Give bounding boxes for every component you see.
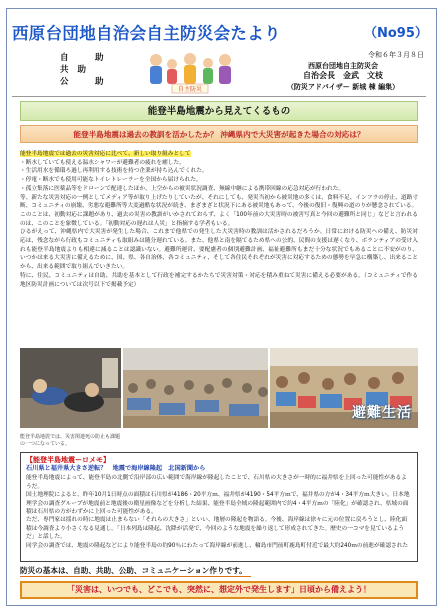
photo-overlay-caption: 避難生活 [352,405,412,421]
motto-mutual-help: 共助 [60,65,96,75]
photo-caption: 能登半島地震では、災害関連死の防止も課題の一つになっている。 [20,434,121,447]
article-headline: 能登半島地震から見えてくるもの [20,101,418,121]
photo-strip [20,348,418,428]
paragraph: ひるがえって、沖縄県内で大災害が発生した場合、これまで他県での発生した大災害時の教訓は活かされるだろうか。日常における防災への備え、防災対応は、残念ながら行政もコミュニティも取組みは随分遅れている。また、他県と南を隔てるため県への公的、民間の支援は遅くなり、ボランティアの受け入れも能登半島地震よりも相違に減ることは認識いない。避難所運営、要配慮者の個別避難計画、福祉避難所もまだ十分な状況でもあることに不安がのり、いつかは来る大災害に備えるために、国、県、各自治体、各コミュニティ、そして各住民それぞれが災害に対応するための態勢を早急に構築し、出来ることから、出来る範囲で取り組んでいきたい。 [20,229,418,271]
bullet-item: ・断水していても使える温水シャワーが避難者の疲れを癒した。 [20,159,185,166]
bullet-item: ・孤立集落に医薬品等をドローンで配達したほか、上空からの被災状況調査、無線中継による携帯回線の応急対応が行われた。 [20,185,345,192]
newsletter-title: 西原台団地自治会自主防災会たより [12,24,281,43]
issue-date: 令和６年３月８日 [368,51,424,59]
photo-evacuees-on-floor [20,348,121,428]
mascot-illustration [142,46,238,94]
basics-statement [20,566,418,577]
paragraph: このことは、初動対応に課題があり、過去の災害の教訓がいかされておらず、よく「100年前の大災害時の被害写真と今回の避難所と同じ」などと言われるのは、このことを象徴している。「初動対応の遅れは人災」と指摘する学者もいる。 [20,211,418,227]
memo-paragraph: 同学会の調査では、地震の隆起などにより能登半島の約90％にわたって海岸線が前進し、輪島市門前町鹿島町付近で最大約240ｍの前進が確認された [26,542,409,549]
memo-paragraph: 能登半島地震によって、能登半島の北側で沿岸部の広い範囲で海岸線が隆起したことで、石川県の大きさが一時的に福井県を上回った可能性があるようだ。 [26,475,407,490]
editor-credit: （防災アドバイザー 新城 棟 編集） [286,82,400,91]
memo-subtitle: 石川県と福井県大きさ逆転？ 地震で海岸線隆起 北国新聞から [26,465,206,472]
memo-paragraph: ただ、専門家は揺れの時に地震は止まらない「それらの大きさ」といい、地層の隆起を物語る。今後、海岸線は徐々に元の位置に戻ろうとし、陸化面積は今調査より小さくなる見通し。「日本列島は隆起、沈降が活発で、今回のような地震を繰り返して形成されてきた。歴史の一コマを見ているようだ」と話した。 [26,517,408,541]
memo-title: 【能登半島地震ーロメモ】 [26,456,110,464]
article-subheadline: 能登半島地震は過去の教訓を活かしたか？ 沖縄県内で大災害が起きた場合の対応は？ [20,125,418,143]
mascot-label: 自主防災 [177,86,203,93]
memo-paragraph: 国土地理院によると、昨年10月1日時点の面積は石川県が4186・20平方ｍ、福井県が4190・54平方ｍで、福井県の方が4・34平方ｍ大きい。日本地理学会の調査グループが地震前と地震後の衛星画像などを分析した結果、能登半島全域の隆起範囲内で約4・4平方ｍの「陸化」が確認され、県域の面積は石川県の方がわずかに上回った可能性がある。 [26,492,410,516]
motto-self-help: 自 助 [60,53,113,63]
header-divider [12,96,426,97]
motto-block [60,52,113,88]
paragraph: 特に、住民、コミュニティは自助、共助を基本として行政を補完するかたちで災害対策・対応を積み重ねて災害に備える必要がある。（コミュニティで作る地区防災計画については次号以下で掲載予定） [20,272,418,288]
article-body [20,150,418,289]
bullet-item: ・生活用水を循環ろ過し再利用する技術を持つ企業が持ち込んでくれた。 [20,168,208,175]
motto-public-help: 公 助 [60,77,113,87]
memo-box [20,452,418,562]
photo-crowded-gym-shelter [123,348,268,428]
header-info [260,50,426,92]
slogan-banner: 「災害は、いつでも、どこでも、突然に、想定外で発生します」日頃から備えよう！ [20,581,418,599]
president-name: 自治会長 金武 文枝 [303,71,383,80]
bullet-item: ・停電・断水でも使用可能なトイレトレーラーを全国から届けられた。 [20,177,202,184]
organization-name: 西原台団地自主防災会 [308,61,378,70]
paragraph: 等、新たな災害対応の一例としてメディア等が取り上げたりしていたが、それにしても、発災当初から被災地の多くは、食料不足、インフラの停止、道路寸断、コミュニティの崩壊、劣悪な避難所等大変過酷な状況が続き、まざまざと状況下にある被災地もあって、今後の復旧・復興の道のりが懸念されている。 [20,194,418,210]
paragraph-intro: 能登半島地震では過去の災害対応に比べて、新しい取り組みとして [20,151,191,157]
basics-text: 防災の基本は、自助、共助、公助、コミュニケーション作りです。 [20,566,251,577]
issue-number: （No95） [364,26,428,41]
photo-shelter-crowd [270,348,418,428]
